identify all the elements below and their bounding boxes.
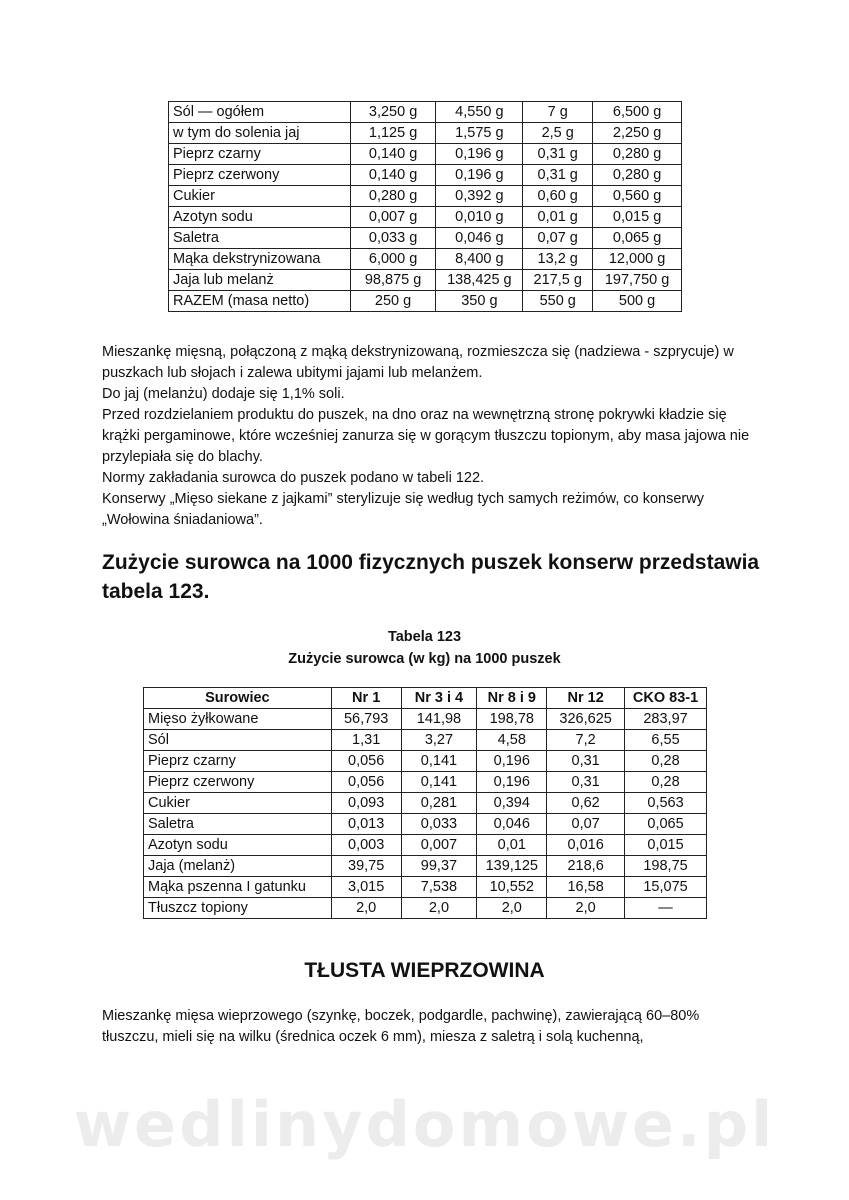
value-cell: 0,31 g (523, 144, 593, 165)
value-cell: 15,075 (625, 877, 707, 898)
value-cell: 2,0 (401, 898, 477, 919)
column-header: CKO 83-1 (625, 688, 707, 709)
ingredient-cell: Saletra (169, 228, 351, 249)
value-cell: 3,015 (331, 877, 401, 898)
value-cell: 10,552 (477, 877, 547, 898)
value-cell: 0,016 (547, 835, 625, 856)
value-cell: 0,280 g (350, 186, 436, 207)
value-cell: 0,280 g (593, 144, 682, 165)
value-cell: 250 g (350, 291, 436, 312)
value-cell: 98,875 g (350, 270, 436, 291)
paragraph-text: Mieszankę mięsa wieprzowego (szynkę, boczek, podgardle, pachwinę), zawierającą 60–80% tłuszczu, mieli się na wilku (średnica oczek 6 mm), miesza z saletrą i solą kuchenną, (102, 1008, 700, 1045)
value-cell: 6,55 (625, 730, 707, 751)
ingredient-cell: Mąka pszenna I gatunku (144, 877, 332, 898)
value-cell: 0,01 g (523, 207, 593, 228)
column-header: Nr 3 i 4 (401, 688, 477, 709)
header-row (144, 688, 707, 709)
value-cell: 0,015 (625, 835, 707, 856)
value-cell: 8,400 g (436, 249, 523, 270)
value-cell: 141,98 (401, 709, 477, 730)
ingredient-cell: RAZEM (masa netto) (169, 291, 351, 312)
value-cell: 16,58 (547, 877, 625, 898)
value-cell: 0,394 (477, 793, 547, 814)
ingredient-cell: Jaja (melanż) (144, 856, 332, 877)
value-cell: 4,58 (477, 730, 547, 751)
value-cell: 0,196 g (436, 144, 523, 165)
value-cell: 0,140 g (350, 144, 436, 165)
table-row (169, 144, 682, 165)
value-cell: 217,5 g (523, 270, 593, 291)
value-cell: 350 g (436, 291, 523, 312)
value-cell: 0,62 (547, 793, 625, 814)
table-row (144, 877, 707, 898)
value-cell: 3,27 (401, 730, 477, 751)
ingredient-cell: Sól — ogółem (169, 102, 351, 123)
value-cell: 550 g (523, 291, 593, 312)
consumption-table-body (144, 709, 707, 919)
value-cell: 1,125 g (350, 123, 436, 144)
value-cell: 39,75 (331, 856, 401, 877)
value-cell: 13,2 g (523, 249, 593, 270)
value-cell: 0,033 (401, 814, 477, 835)
value-cell: 0,007 (401, 835, 477, 856)
ingredient-cell: Saletra (144, 814, 332, 835)
value-cell: 7,2 (547, 730, 625, 751)
value-cell: 56,793 (331, 709, 401, 730)
value-cell: 0,015 g (593, 207, 682, 228)
ingredient-cell: Pieprz czarny (144, 751, 332, 772)
value-cell: 2,250 g (593, 123, 682, 144)
table-row (169, 102, 682, 123)
value-cell: 0,196 (477, 772, 547, 793)
table-row (144, 898, 707, 919)
table-row (169, 270, 682, 291)
value-cell: 2,5 g (523, 123, 593, 144)
value-cell: 0,141 (401, 772, 477, 793)
value-cell: 0,065 (625, 814, 707, 835)
value-cell: 0,563 (625, 793, 707, 814)
closing-paragraph (102, 1006, 752, 1048)
section-title: TŁUSTA WIEPRZOWINA (304, 959, 545, 982)
value-cell: 0,31 g (523, 165, 593, 186)
value-cell: 139,125 (477, 856, 547, 877)
table-row (169, 249, 682, 270)
value-cell: 0,010 g (436, 207, 523, 228)
ingredient-cell: Azotyn sodu (169, 207, 351, 228)
value-cell: 0,007 g (350, 207, 436, 228)
table-caption-title: Tabela 123 (387, 629, 462, 645)
value-cell: 0,07 (547, 814, 625, 835)
value-cell: 0,196 g (436, 165, 523, 186)
column-header: Nr 12 (547, 688, 625, 709)
table-row (169, 228, 682, 249)
value-cell: 2,0 (547, 898, 625, 919)
table-caption (0, 626, 849, 670)
column-header: Surowiec (144, 688, 332, 709)
value-cell: 99,37 (401, 856, 477, 877)
paragraph-line: Mieszankę mięsną, połączoną z mąką dekstrynizowaną, rozmieszcza się (nadziewa - szprycuje) w puszkach lub słojach i zalewa ubitymi jajami lub melanżem. (102, 344, 734, 381)
value-cell: 0,31 (547, 772, 625, 793)
preparation-paragraph (102, 342, 762, 531)
table-row (144, 814, 707, 835)
table-row (144, 772, 707, 793)
ingredient-cell: Pieprz czerwony (169, 165, 351, 186)
table-row (169, 123, 682, 144)
table-row (169, 186, 682, 207)
value-cell: 0,065 g (593, 228, 682, 249)
consumption-table-header (144, 688, 707, 709)
value-cell: 0,093 (331, 793, 401, 814)
value-cell: 0,60 g (523, 186, 593, 207)
table-caption-subtitle: Zużycie surowca (w kg) na 1000 puszek (288, 651, 561, 667)
value-cell: 1,31 (331, 730, 401, 751)
value-cell: 0,28 (625, 751, 707, 772)
value-cell: 1,575 g (436, 123, 523, 144)
paragraph-line: Przed rozdzielaniem produktu do puszek, na dno oraz na wewnętrzną stronę pokrywki kładzie się krążki pergaminowe, które wcześniej zanurza się w gorącym tłuszczu topionym, aby masa jajowa nie przylepiała się do blachy. (102, 407, 750, 465)
value-cell: 500 g (593, 291, 682, 312)
ingredient-cell: w tym do solenia jaj (169, 123, 351, 144)
value-cell: 2,0 (331, 898, 401, 919)
value-cell: 198,75 (625, 856, 707, 877)
value-cell: 7 g (523, 102, 593, 123)
value-cell: 7,538 (401, 877, 477, 898)
value-cell: 197,750 g (593, 270, 682, 291)
value-cell: 283,97 (625, 709, 707, 730)
value-cell: 0,003 (331, 835, 401, 856)
value-cell: 0,196 (477, 751, 547, 772)
table-row (144, 793, 707, 814)
value-cell: 0,28 (625, 772, 707, 793)
value-cell: 2,0 (477, 898, 547, 919)
table-row (169, 291, 682, 312)
value-cell: 0,31 (547, 751, 625, 772)
value-cell: 0,07 g (523, 228, 593, 249)
value-cell: 198,78 (477, 709, 547, 730)
column-header: Nr 1 (331, 688, 401, 709)
value-cell: 0,141 (401, 751, 477, 772)
ingredient-cell: Sól (144, 730, 332, 751)
value-cell: 138,425 g (436, 270, 523, 291)
ingredient-norms-table (168, 101, 682, 312)
table-row (144, 835, 707, 856)
value-cell: 4,550 g (436, 102, 523, 123)
value-cell: 6,000 g (350, 249, 436, 270)
value-cell: 0,046 (477, 814, 547, 835)
consumption-table (143, 687, 707, 919)
ingredient-cell: Mąka dekstrynizowana (169, 249, 351, 270)
value-cell: 0,046 g (436, 228, 523, 249)
watermark: wedlinydomowe.pl (73, 1088, 776, 1161)
value-cell: 218,6 (547, 856, 625, 877)
table-row (169, 165, 682, 186)
ingredient-cell: Pieprz czerwony (144, 772, 332, 793)
ingredient-cell: Cukier (144, 793, 332, 814)
paragraph-line: Konserwy „Mięso siekane z jajkami” sterylizuje się według tych samych reżimów, co konserwy „Wołowina śniadaniowa”. (102, 491, 704, 528)
value-cell: 12,000 g (593, 249, 682, 270)
value-cell: 0,560 g (593, 186, 682, 207)
value-cell: 0,056 (331, 772, 401, 793)
value-cell: 0,140 g (350, 165, 436, 186)
ingredient-cell: Mięso żyłkowane (144, 709, 332, 730)
ingredient-cell: Tłuszcz topiony (144, 898, 332, 919)
value-cell: 0,033 g (350, 228, 436, 249)
table-row (144, 709, 707, 730)
table-row (144, 730, 707, 751)
value-cell: 326,625 (547, 709, 625, 730)
ingredient-cell: Azotyn sodu (144, 835, 332, 856)
table-row (169, 207, 682, 228)
ingredient-cell: Pieprz czarny (169, 144, 351, 165)
table-row (144, 856, 707, 877)
table-row (144, 751, 707, 772)
value-cell: 0,392 g (436, 186, 523, 207)
value-cell: 0,056 (331, 751, 401, 772)
column-header: Nr 8 i 9 (477, 688, 547, 709)
value-cell: 0,280 g (593, 165, 682, 186)
ingredient-norms-body (169, 102, 682, 312)
ingredient-cell: Cukier (169, 186, 351, 207)
value-cell: 0,013 (331, 814, 401, 835)
value-cell: 0,01 (477, 835, 547, 856)
section-heading: Zużycie surowca na 1000 fizycznych puszek konserw przedstawia tabela 123. (102, 551, 760, 603)
ingredient-cell: Jaja lub melanż (169, 270, 351, 291)
paragraph-line: Do jaj (melanżu) dodaje się 1,1% soli. (102, 386, 345, 402)
value-cell: 0,281 (401, 793, 477, 814)
paragraph-line: Normy zakładania surowca do puszek podano w tabeli 122. (102, 470, 485, 486)
value-cell: 3,250 g (350, 102, 436, 123)
value-cell: 6,500 g (593, 102, 682, 123)
value-cell: — (625, 898, 707, 919)
